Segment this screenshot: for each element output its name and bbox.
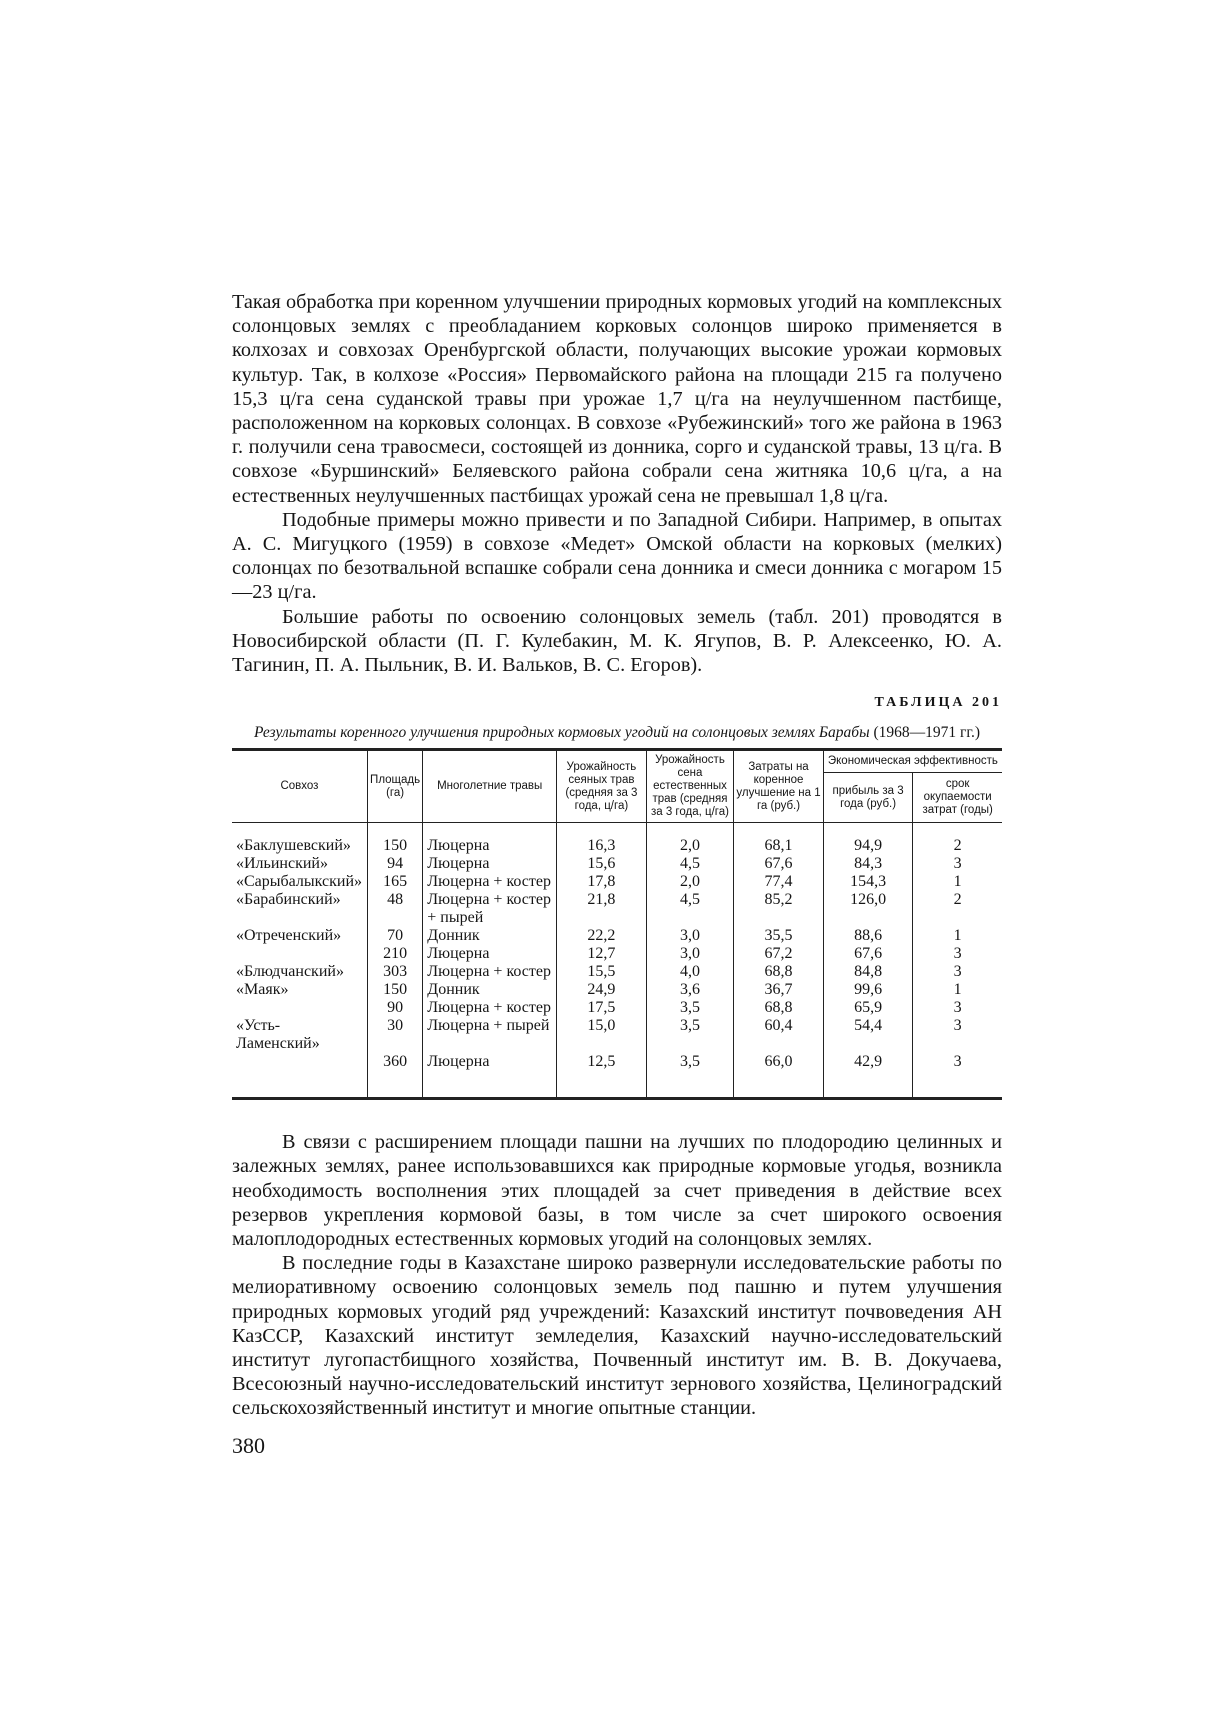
cell-crop: Люцерна + пырей bbox=[423, 1017, 557, 1053]
table-row bbox=[232, 891, 1002, 927]
header-sovkhoz: Совхоз bbox=[232, 750, 367, 823]
cell-sovkhoz: «Сарыбалыкский» bbox=[236, 873, 363, 891]
cell-crop: Люцерна bbox=[423, 823, 557, 856]
header-cost: Затраты на коренное улучшение на 1 га (руб.) bbox=[734, 750, 824, 823]
cell-area: 303 bbox=[367, 963, 422, 981]
table-row bbox=[232, 945, 1002, 963]
paragraph-kazakhstan: В последние годы в Казахстане широко развернули исследовательские работы по мелиоративному освоению солонцовых земель под пашню и путем улучшения природных кормовых угодий ряд учреждений: Казахский институт почвоведения АН КазССР, Казахский институт земледелия, Казахский научно-исследовательский институт лугопастбищного хозяйства, Почвенный институт им. В. В. Докучаева, Всесоюзный научно-исследовательский институт зернового хозяйства, Целиноградский сельскохозяйственный институт и многие опытные станции. bbox=[232, 1252, 1002, 1420]
header-econ: Экономическая эффективность bbox=[823, 750, 1002, 773]
cell-yield-sown: 15,5 bbox=[557, 963, 647, 981]
cell-profit: 88,6 bbox=[823, 927, 913, 945]
header-area: Площадь (га) bbox=[367, 750, 422, 823]
cell-yield-sown: 17,8 bbox=[557, 873, 647, 891]
cell-profit: 84,8 bbox=[823, 963, 913, 981]
cell-cost: 77,4 bbox=[734, 873, 824, 891]
book-page bbox=[232, 290, 1002, 1459]
cell-sovkhoz bbox=[232, 999, 367, 1017]
closing-text bbox=[232, 1130, 1002, 1420]
cell-yield-sown: 12,7 bbox=[557, 945, 647, 963]
cell-yield-sown: 15,6 bbox=[557, 855, 647, 873]
cell-yield-natural: 3,5 bbox=[646, 1053, 734, 1099]
table-header-row bbox=[232, 750, 1002, 773]
cell-payback: 1 bbox=[913, 873, 1002, 891]
cell-sovkhoz bbox=[232, 945, 367, 963]
table-title-years: (1968—1971 гг.) bbox=[873, 724, 981, 742]
cell-yield-natural: 4,0 bbox=[646, 963, 734, 981]
table-row bbox=[232, 823, 1002, 856]
header-crop: Многолетние травы bbox=[423, 750, 557, 823]
cell-cost: 68,8 bbox=[734, 963, 824, 981]
cell-area: 30 bbox=[367, 1017, 422, 1053]
cell-payback: 3 bbox=[913, 1017, 1002, 1053]
table-row bbox=[232, 999, 1002, 1017]
cell-payback: 3 bbox=[913, 1053, 1002, 1099]
cell-crop: Донник bbox=[423, 981, 557, 999]
cell-crop: Люцерна + костер + пырей bbox=[423, 891, 557, 927]
header-yield-natural: Урожайность сена естественных трав (средняя за 3 года, ц/га) bbox=[646, 750, 734, 823]
cell-payback: 3 bbox=[913, 999, 1002, 1017]
table-row bbox=[232, 1017, 1002, 1053]
cell-payback: 1 bbox=[913, 927, 1002, 945]
cell-cost: 66,0 bbox=[734, 1053, 824, 1099]
cell-sovkhoz: «Блюдчанский» bbox=[236, 963, 344, 981]
cell-yield-natural: 2,0 bbox=[646, 873, 734, 891]
cell-profit: 42,9 bbox=[823, 1053, 913, 1099]
results-table bbox=[232, 748, 1002, 1100]
cell-crop: Люцерна + костер bbox=[423, 873, 557, 891]
cell-area: 360 bbox=[367, 1053, 422, 1099]
cell-cost: 67,2 bbox=[734, 945, 824, 963]
cell-area: 150 bbox=[367, 823, 422, 856]
header-payback: срок окупаемости затрат (годы) bbox=[913, 773, 1002, 823]
cell-yield-natural: 3,6 bbox=[646, 981, 734, 999]
cell-yield-sown: 15,0 bbox=[557, 1017, 647, 1053]
cell-sovkhoz: «Усть-Ламенский» bbox=[236, 1017, 320, 1053]
cell-cost: 67,6 bbox=[734, 855, 824, 873]
cell-yield-sown: 21,8 bbox=[557, 891, 647, 927]
cell-area: 210 bbox=[367, 945, 422, 963]
table-body bbox=[232, 823, 1002, 1099]
intro-text bbox=[232, 290, 1002, 677]
cell-profit: 65,9 bbox=[823, 999, 913, 1017]
table-row bbox=[232, 963, 1002, 981]
cell-yield-natural: 3,5 bbox=[646, 999, 734, 1017]
cell-yield-sown: 22,2 bbox=[557, 927, 647, 945]
cell-payback: 3 bbox=[913, 855, 1002, 873]
cell-payback: 3 bbox=[913, 963, 1002, 981]
cell-payback: 2 bbox=[913, 891, 1002, 927]
cell-cost: 85,2 bbox=[734, 891, 824, 927]
header-yield-sown: Урожайность сеяных трав (средняя за 3 года, ц/га) bbox=[557, 750, 647, 823]
cell-sovkhoz: «Отреченский» bbox=[236, 927, 342, 945]
cell-area: 94 bbox=[367, 855, 422, 873]
cell-crop: Люцерна bbox=[423, 1053, 557, 1099]
cell-profit: 54,4 bbox=[823, 1017, 913, 1053]
page-number: 380 bbox=[232, 1432, 265, 1458]
cell-sovkhoz bbox=[232, 1053, 367, 1099]
paragraph-virgin-lands: В связи с расширением площади пашни на лучших по плодородию целинных и залежных землях, ранее использовавшихся как природные кормовые угодья, возникла необходимость восполнения этих площадей за счет приведения в действие всех резервов укрепления кормовой базы, в том числе за счет широкого освоения малоплодородных естественных кормовых угодий на солонцовых землях. bbox=[232, 1131, 1002, 1251]
table-title-text: Результаты коренного улучшения природных кормовых угодий на солонцовых землях Барабы bbox=[253, 724, 870, 742]
cell-profit: 99,6 bbox=[823, 981, 913, 999]
paragraph-west-siberia: Подобные примеры можно привести и по Западной Сибири. Например, в опытах А. С. Мигуцкого (1959) в совхозе «Медет» Омской области на корковых (мелких) солонцах по безотвальной вспашке собрали сена донника и смеси донника с могаром 15—23 ц/га. bbox=[232, 508, 1002, 604]
cell-profit: 94,9 bbox=[823, 823, 913, 856]
cell-yield-sown: 12,5 bbox=[557, 1053, 647, 1099]
header-profit: прибыль за 3 года (руб.) bbox=[823, 773, 913, 823]
cell-sovkhoz: «Ильинский» bbox=[236, 855, 328, 873]
cell-cost: 68,8 bbox=[734, 999, 824, 1017]
table-row bbox=[232, 1053, 1002, 1099]
cell-yield-sown: 17,5 bbox=[557, 999, 647, 1017]
cell-yield-sown: 24,9 bbox=[557, 981, 647, 999]
cell-cost: 60,4 bbox=[734, 1017, 824, 1053]
cell-sovkhoz: «Маяк» bbox=[236, 981, 289, 999]
cell-crop: Люцерна + костер bbox=[423, 963, 557, 981]
table-number: ТАБЛИЦА 201 bbox=[874, 695, 1002, 711]
cell-area: 48 bbox=[367, 891, 422, 927]
cell-area: 165 bbox=[367, 873, 422, 891]
cell-payback: 3 bbox=[913, 945, 1002, 963]
cell-area: 70 bbox=[367, 927, 422, 945]
table-row bbox=[232, 855, 1002, 873]
cell-crop: Люцерна bbox=[423, 855, 557, 873]
cell-profit: 154,3 bbox=[823, 873, 913, 891]
table-row bbox=[232, 981, 1002, 999]
paragraph-orenburg: Такая обработка при коренном улучшении природных кормовых угодий на комплексных солонцовых землях с преобладанием корковых солонцов широко применяется в колхозах и совхозах Оренбургской области, получающих высокие урожаи кормовых культур. Так, в колхозе «Россия» Первомайского района на площади 215 га получено 15,3 ц/га сена суданской травы при урожае 1,7 ц/га на неулучшенном пастбище, расположенном на корковых солонцах. В совхозе «Рубежинский» того же района в 1963 г. получили сена травосмеси, состоящей из донника, сорго и суданской травы, 13 ц/га. В совхозе «Буршинский» Беляевского района собрали сена житняка 10,6 ц/га, а на естественных неулучшенных пастбищах урожай сена не превышал 1,8 ц/га. bbox=[232, 291, 1002, 507]
cell-cost: 35,5 bbox=[734, 927, 824, 945]
cell-payback: 1 bbox=[913, 981, 1002, 999]
table-row bbox=[232, 873, 1002, 891]
cell-sovkhoz: «Барабинский» bbox=[236, 891, 341, 909]
cell-crop: Донник bbox=[423, 927, 557, 945]
cell-yield-natural: 2,0 bbox=[646, 823, 734, 856]
cell-crop: Люцерна bbox=[423, 945, 557, 963]
cell-profit: 67,6 bbox=[823, 945, 913, 963]
cell-area: 150 bbox=[367, 981, 422, 999]
cell-area: 90 bbox=[367, 999, 422, 1017]
cell-yield-natural: 4,5 bbox=[646, 891, 734, 927]
cell-yield-natural: 3,0 bbox=[646, 927, 734, 945]
cell-profit: 84,3 bbox=[823, 855, 913, 873]
cell-crop: Люцерна + костер bbox=[423, 999, 557, 1017]
cell-profit: 126,0 bbox=[823, 891, 913, 927]
cell-payback: 2 bbox=[913, 823, 1002, 856]
cell-cost: 68,1 bbox=[734, 823, 824, 856]
paragraph-novosibirsk: Большие работы по освоению солонцовых земель (табл. 201) проводятся в Новосибирской области (П. Г. Кулебакин, М. К. Ягупов, В. Р. Алексеенко, Ю. А. Тагинин, П. А. Пыльник, В. И. Вальков, В. С. Егоров). bbox=[232, 605, 1002, 677]
cell-yield-natural: 3,5 bbox=[646, 1017, 734, 1053]
cell-sovkhoz: «Баклушевский» bbox=[236, 837, 351, 855]
table-row bbox=[232, 927, 1002, 945]
cell-yield-natural: 3,0 bbox=[646, 945, 734, 963]
table-title bbox=[232, 723, 1002, 742]
cell-yield-natural: 4,5 bbox=[646, 855, 734, 873]
cell-yield-sown: 16,3 bbox=[557, 823, 647, 856]
cell-cost: 36,7 bbox=[734, 981, 824, 999]
